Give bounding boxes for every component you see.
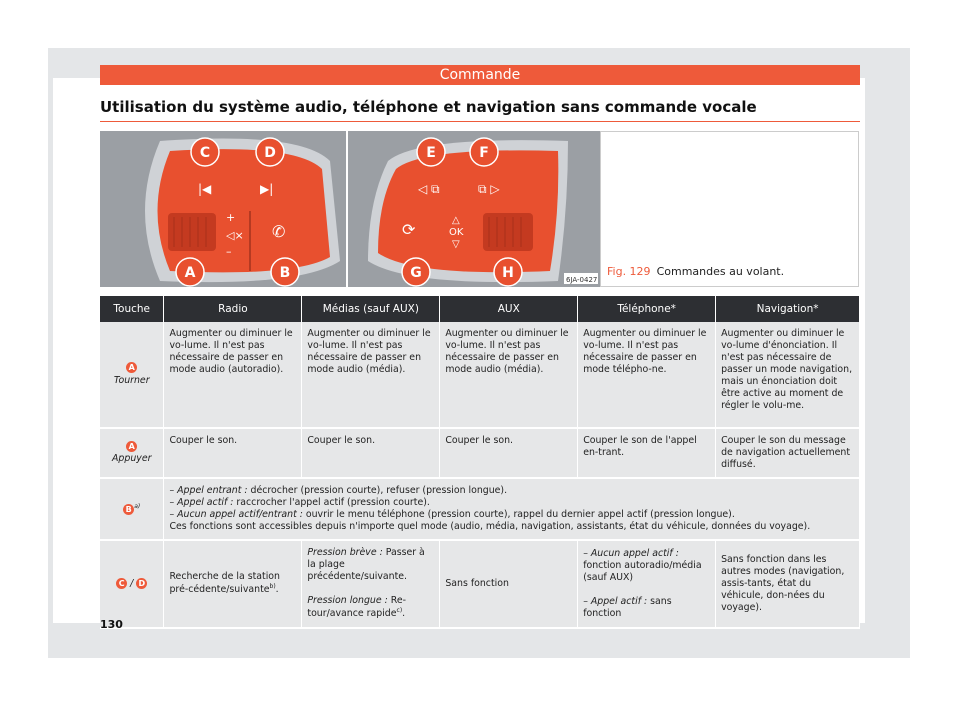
key-cell xyxy=(100,540,164,627)
footnote-ref: c) xyxy=(396,607,403,615)
table-cell: Pression brève : Passer à la plage précédente/suivante. Pression longue : Re-tour/avance rapide$^{c)}$. xyxy=(302,540,440,627)
key-marker: A xyxy=(126,362,137,373)
table-header: Médias (sauf AUX) xyxy=(302,296,440,322)
figure-caption-text: Commandes au volant. xyxy=(656,265,785,278)
key-action: Tourner xyxy=(113,374,150,386)
svg-text:▽: ▽ xyxy=(452,239,460,250)
table-cell: Augmenter ou diminuer le vo-lume. Il n'est pas nécessaire de passer en mode audio (média). xyxy=(440,322,578,428)
line-text: ouvrir le menu téléphone (pression courte), rappel du dernier appel actif (pression longue). xyxy=(302,509,735,521)
table-cell: Couper le son de l'appel en-trant. xyxy=(578,428,716,478)
right-control-photo xyxy=(348,131,600,287)
footnote-ref: b) xyxy=(269,583,276,591)
table-cell: Couper le son du message de navigation actuellement diffusé. xyxy=(716,428,860,478)
key-marker: D xyxy=(136,578,147,589)
table-cell: Augmenter ou diminuer le vo-lume. Il n'est pas nécessaire de passer en mode audio (autoradio). xyxy=(164,322,302,428)
section-header: Commande xyxy=(100,65,860,85)
caption-box xyxy=(600,131,859,287)
table-header-row xyxy=(100,296,860,322)
line-label: – Appel actif : xyxy=(169,497,234,509)
figure-caption xyxy=(607,265,784,278)
controls-table xyxy=(100,296,860,629)
line-text: sans fonction xyxy=(583,595,672,619)
key-cell xyxy=(100,478,164,540)
footnote-ref: a) xyxy=(134,502,141,510)
line-label: Pression longue : xyxy=(307,595,388,607)
table-cell: Couper le son. xyxy=(164,428,302,478)
svg-text:H: H xyxy=(502,265,514,281)
svg-text:G: G xyxy=(410,265,422,281)
svg-text:E: E xyxy=(426,145,436,161)
table-cell: Couper le son. xyxy=(302,428,440,478)
svg-text:⟳: ⟳ xyxy=(402,220,416,239)
line-label: – Aucun appel actif/entrant : xyxy=(169,509,303,521)
key-marker: A xyxy=(126,441,137,452)
svg-text:–: – xyxy=(226,245,232,258)
table-cell: Recherche de la station pré-cédente/suivante$^{b)}$. xyxy=(164,540,302,627)
line-label: – Appel actif : xyxy=(583,595,648,607)
table-cell xyxy=(578,540,716,627)
key-cell xyxy=(100,322,164,428)
table-header: Touche xyxy=(100,296,164,322)
line-text: décrocher (pression courte), refuser (pression longue). xyxy=(247,485,508,497)
line-label: Pression brève : xyxy=(307,547,383,559)
page-title: Utilisation du système audio, téléphone et navigation sans commande vocale xyxy=(100,98,757,116)
title-divider xyxy=(100,121,860,122)
line-text: raccrocher l'appel actif (pression courte). xyxy=(233,497,430,509)
cell-text: Recherche de la station pré-cédente/suivante xyxy=(169,571,280,596)
key-action: Appuyer xyxy=(112,453,152,465)
svg-text:◁ ⧉: ◁ ⧉ xyxy=(418,182,440,196)
table-row xyxy=(100,540,860,627)
svg-text:B: B xyxy=(279,265,291,281)
table-cell: Couper le son. xyxy=(440,428,578,478)
line-text: fonction autoradio/média (sauf AUX) xyxy=(583,559,702,583)
key-separator: / xyxy=(130,577,134,589)
page-number: 130 xyxy=(100,618,123,631)
left-control-photo xyxy=(100,131,346,287)
table-cell: Augmenter ou diminuer le vo-lume. Il n'est pas nécessaire de passer en mode audio (média). xyxy=(302,322,440,428)
key-marker: B xyxy=(123,504,134,515)
svg-text:▶|: ▶| xyxy=(260,182,274,196)
svg-text:⧉ ▷: ⧉ ▷ xyxy=(478,182,500,196)
svg-text:✆: ✆ xyxy=(272,222,286,241)
svg-text:D: D xyxy=(264,145,276,161)
line-text: Re-tour/avance rapide xyxy=(307,595,407,620)
svg-text:+: + xyxy=(226,211,236,224)
table-header: Navigation* xyxy=(716,296,860,322)
table-cell: Augmenter ou diminuer le vo-lume d'énonciation. Il n'est pas nécessaire de passer un mode navigation, mais un énonciation doit être active au moment de régler le volu-me. xyxy=(716,322,860,428)
svg-text:△: △ xyxy=(452,215,460,226)
table-header: Téléphone* xyxy=(578,296,716,322)
svg-text:OK: OK xyxy=(449,227,464,238)
figure-number: Fig. 129 xyxy=(607,265,651,278)
table-row xyxy=(100,478,860,540)
line-text: Ces fonctions sont accessibles depuis n'importe quel mode (audio, média, navigation, assistants, état du véhicule, données du voyage). xyxy=(169,521,811,533)
svg-text:A: A xyxy=(184,265,196,281)
line-label: – Aucun appel actif : xyxy=(583,547,679,559)
table-header: AUX xyxy=(440,296,578,322)
table-header: Radio xyxy=(164,296,302,322)
figure-code: 6JA-0427 xyxy=(566,276,598,284)
table-row xyxy=(100,322,860,428)
table-cell-wide xyxy=(164,478,860,540)
key-cell xyxy=(100,428,164,478)
svg-text:◁×: ◁× xyxy=(226,229,244,242)
line-text: Passer à la plage précédente/suivante. xyxy=(307,547,425,583)
table-row xyxy=(100,428,860,478)
table-cell: Sans fonction dans les autres modes (navigation, assis-tants, état du véhicule, don-nées du voyage). xyxy=(716,540,860,627)
svg-text:|◀: |◀ xyxy=(198,182,212,196)
table-cell: Sans fonction xyxy=(440,540,578,627)
svg-text:F: F xyxy=(479,145,489,161)
line-label: – Appel entrant : xyxy=(169,485,248,497)
table-cell: Augmenter ou diminuer le vo-lume. Il n'est pas nécessaire de passer en mode télépho-ne. xyxy=(578,322,716,428)
svg-text:C: C xyxy=(199,145,211,161)
key-marker: C xyxy=(116,578,127,589)
